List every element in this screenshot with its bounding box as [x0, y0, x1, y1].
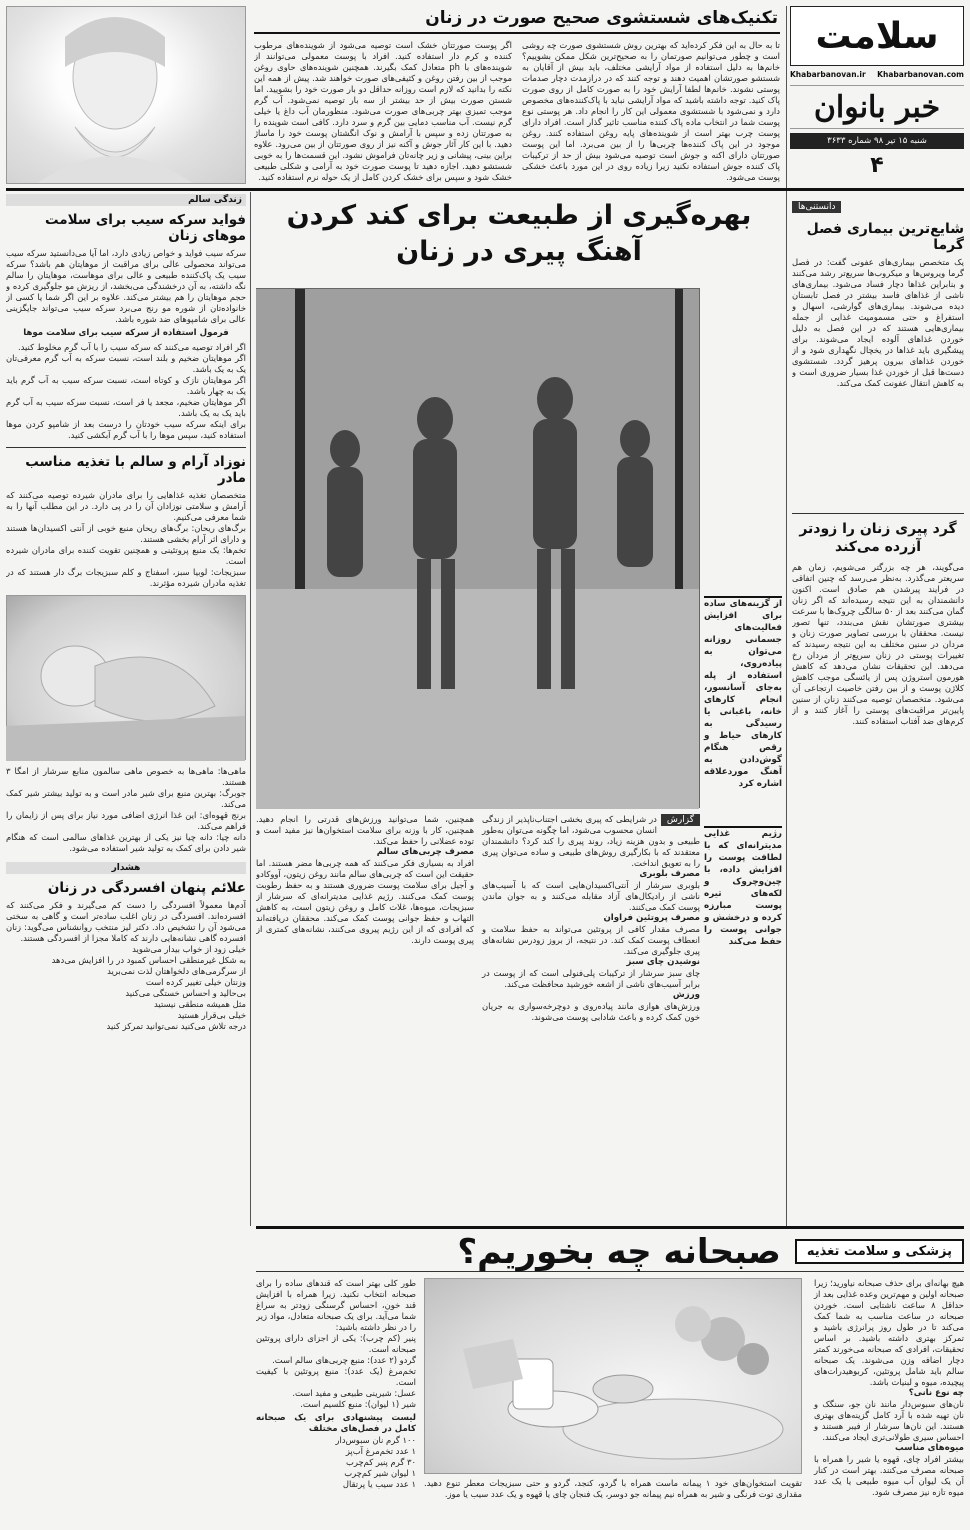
breakfast-tag: پزشکی و سلامت تغذیه [795, 1239, 964, 1264]
masthead [790, 6, 964, 190]
breakfast-para: نان‌های سبوس‌دار مانند نان جو، سنگک و نان تهیه شده با آرد کامل گزینه‌های بهتری هستند. این نان‌ها سرشار از فیبر هستند و احساس سیری طولانی‌تری ایجاد می‌کنند. [814, 1399, 964, 1442]
right-article-body: یک متخصص بیماری‌های عفونی گفت: در فصل گرما ویروس‌ها و میکروب‌ها سریع‌تر رشد می‌کنند و بنابراین غذاها دچار فساد می‌شود. بیماری‌های ناشی از غذاهای فاسد بیشتر در فصل تابستان دیده می‌شوند. بیماری‌های گوارشی، اسهال و استفراغ و حتی مسمومیت غذایی از جمله بیماری‌هایی هستند که در این فصل به دلیل خوردن غذاهای آلوده ایجاد می‌شوند. برای پیشگیری باید غذاها در یخچال نگهداری شود و از خوردن غذاهای بیرون پرهیز گردد. شستشوی دست‌ها قبل از خوردن غذا بسیار ضروری است و به کاهش انتقال عفونت کمک می‌کند. [792, 257, 964, 388]
right-article2-title: گرد پیری زنان را زودتر آزرده می‌کند [799, 521, 957, 555]
breakfast-para: طور کلی بهتر است که قندهای ساده را برای صبحانه انتخاب نکنید. زیرا همراه با افزایش قند خون، احساس گرسنگی زودتر به سراغ شما می‌آید. برای یک صبحانه متعادل، مواد زیر را در نظر داشته باشید: [256, 1278, 416, 1332]
left-column [6, 194, 246, 1524]
top-article-title: تکنیک‌های شستشوی صحیح صورت در زنان [254, 8, 780, 34]
pull-quote-2: رژیم غذایی مدیترانه‌ای که با لطافت پوست را افزایش داده، با چین‌وچروک و لکه‌های تیره پوست مبارزه کرده و درخشش و جوانی پوست را حفظ می‌کند [704, 829, 782, 947]
feature-para: مصرف مقدار کافی از پروتئین می‌تواند به حفظ سلامت و انعطاف پوست کمک کند. در نتیجه، از بروز زودرس نشانه‌های پیری جلوگیری می‌کند. [482, 924, 700, 956]
depression-body: آدم‌ها معمولاً افسردگی را دست کم می‌گیرند و فکر می‌کنند که افسرده‌اند. افسردگی در زنان اغلب ساده‌تر است و گاهی به سختی می‌شود آن را تشخیص داد. دکتر لیز منتخب روانشناس می‌گوید: زنان افسرده گاهی نشانه‌هایی دارند که کاملا مجزا از افسردگی هستند. [6, 900, 246, 943]
vinegar-item: اگر موهایتان نازک و کوتاه است، نسبت سرکه سیب به آب گرم باید یک به چهار باشد. [6, 375, 246, 396]
top-article-col2: اگر پوست صورتتان خشک است توصیه می‌شود از شوینده‌های مرطوب کننده و کرم دار استفاده کنید. افراد با پوست معمولی می‌توانند از شوینده‌های با ph متعادل کمک بگیرند. همچنین شوینده‌های حاوی روغن موجب از بین رفتن روغن و کثیفی‌های صورت خواهند شد. پیش از همه این نکته را بدانید که لازم است روزانه حداقل دو بار صورت خود را بشویید. اما شستن صورت بیش از حد بیشتر از سه بار توصیه نمی‌شود. آب گرم موجب تمیزی بهتر چربی‌های صورت می‌شود. منظورمان آب داغ یا خیلی گرم نیست. آب مناسب دمایی بین گرم و سرد دارد. کافی است شوینده را به صورتتان زده و سپس با آرامش و نوک انگشتان پوست خود را ماساژ دهید. با این کار آثار جوش و آکنه نیز از روی صورتتان از بین می‌رود. علاوه براین بینی، پیشانی و زیر چانه‌تان فراموش نشود. این قسمت‌ها را به خوبی شستشو دهید. اجازه دهید تا پوست صورت خود به آرامی و شکلی طبیعی خشک شود و سپس برای خشک کردن کامل از یک حوله نرم استفاده کنید. [254, 40, 513, 182]
pull-quote: از گزینه‌های ساده برای افزایش فعالیت‌های جسمانی روزانه می‌توان به پیاده‌روی، استفاده از پله به‌جای آسانسور، انجام کارهای خانه، باغبانی یا رسیدگی به کارهای حیاط و رقص هنگام گوش‌دادن به آهنگ موردعلاقه اشاره کرد [704, 599, 782, 789]
feature-title-line1: بهره‌گیری از طبیعت برای کند کردن [286, 200, 752, 231]
breakfast-subhead: میوه‌های مناسب [895, 1443, 964, 1453]
breakfast-subhead: چه نوع نانی؟ [908, 1388, 964, 1398]
vinegar-item: اگر موهایتان ضخیم و بلند است، نسبت سرکه به آب گرم معرفی‌تان یک به یک باشد. [6, 353, 246, 374]
vinegar-item: اگر موهایتان ضخیم، مجعد یا فر است، نسبت سرکه سیب به آب گرم باید یک به یک باشد. [6, 397, 246, 418]
breakfast-section [256, 1232, 964, 1524]
page-number: ۴ [870, 153, 884, 178]
breakfast-col-right [814, 1278, 964, 1498]
feature-text-columns [256, 814, 700, 1023]
vinegar-subtitle: فرمول استفاده از سرکه سیب برای سلامت موها [23, 328, 229, 338]
baby-item: برگ‌های ریحان: برگ‌های ریحان منبع خوبی از آنتی اکسیدان‌ها هستند و دارای اثر آرام بخشی هستند. [6, 523, 246, 544]
depression-item: مثل همیشه منطقی نیستید [154, 999, 246, 1009]
baby-body: متخصصان تغذیه غذاهایی را برای مادران شیرده توصیه می‌کنند که آرامش و سلامتی نوزادان آن را در پی دارد. در این مطلب آنها را به شما معرفی می‌کنیم. [6, 490, 246, 522]
breakfast-para: تقویت استخوان‌های خود ۱ پیمانه ماست همراه با گردو، کنجد، گردو و حتی سبزیجات معطر تنوع دهید. مقداری توت فرنگی و شیر به همراه نیم پیمانه جو دوسر، یک فنجان چای یا قهوه و یک عدد سیب یا موز. [424, 1478, 803, 1499]
women-walking-photo [256, 288, 700, 808]
depression-item: بی‌حالید و احساس خستگی می‌کنید [125, 988, 246, 998]
feature-article [256, 196, 782, 1226]
feature-para: همچنین، شما می‌توانید ورزش‌های قدرتی را انجام دهید. همچنین، کار با وزنه برای سلامت استخوان‌ها نیز مفید است و توده عضلانی را حفظ می‌کند. [256, 814, 474, 846]
right-article2-body: می‌گویند، هر چه بزرگتر می‌شویم، زمان هم سریعتر می‌گذرد. به‌نظر می‌رسد که چنین اتفاقی در فرایند پیرشدن هم صادق است. اکنون دانشمندان به این نتیجه رسیده‌اند که اگر زنان گمان می‌کنند بعد از ۵۰ سالگی چروک‌ها با سرعت بیشتری صورتشان نقش می‌بندد، تنها تصور نیست. محققان با بررسی تصاویر صورت زنان و مردان در سنین مختلف به این نتیجه رسیدند که تغییرات پوستی در زنان سریع‌تر از مردان رخ می‌دهد. این تحقیقات نشان می‌دهد که کاهش هورمون استروژن پس از یائسگی موجب کاهش کلاژن پوست و از بین رفتن خاصیت ارتجاعی آن می‌شود. متخصصان توصیه می‌کنند زنان از سنین پایین‌تر مراقبت‌های پوستی را آغاز کنند و از کرم‌های ضد آفتاب استفاده کنند. [792, 562, 964, 726]
sleeping-baby-illustration [6, 596, 245, 761]
feature-col-left [256, 814, 474, 1023]
vinegar-item: اگر افراد توصیه می‌کنند که سرکه سیب را با آب گرم مخلوط کنید. [17, 342, 246, 352]
breakfast-header [256, 1232, 964, 1272]
baby-item: ماهی‌ها: ماهی‌ها به خصوص ماهی سالمون منابع سرشار از امگا ۳ هستند. [6, 766, 246, 787]
depression-item: وزنتان خیلی تغییر کرده است [145, 977, 246, 987]
vinegar-title: فواید سرکه سیب برای سلامت موهای زنان [44, 212, 246, 244]
section-title: سلامت [815, 15, 939, 57]
depression-item: خیلی زود از خواب بیدار می‌شوید [132, 944, 246, 954]
breakfast-item: گردو (۲ عدد): منبع چربی‌های سالم است. [272, 1355, 416, 1365]
pull-quote-box-2 [704, 826, 782, 948]
right-article-title: شایع‌ترین بیماری فصل گرما [806, 221, 964, 253]
breakfast-list-item: ۱ عدد سیب یا پرتقال [342, 1479, 416, 1489]
breakfast-col-left [256, 1278, 416, 1490]
woman-face-illustration [6, 7, 245, 184]
breakfast-para: بیشتر افراد چای، قهوه یا شیر را همراه با صبحانه مصرف می‌کنند. بهتر است در کنار آن یک لیوان آب میوه طبیعی یا یک عدد میوه تازه نیز مصرف شود. [814, 1454, 964, 1497]
baby-item: تخم‌ها: یک منبع پروتئینی و همچنین تقویت کننده برای مادران شیرده است. [6, 545, 246, 566]
top-article-col1: تا به حال به این فکر کرده‌اید که بهترین روش شستشوی صورت چه روشی است و چطور می‌توانیم صورتمان را به صحیح‌ترین شکل ممکن بشوییم؟ خانم‌ها به دلیل استفاده از مواد آرایشی مختلف، باید بیش از آقایان به شستشو صورتشان اهمیت دهند و توجه کنند که در درازمدت دچار صدمات پوستی نشوند. خانم‌ها لطفا آرایش خود را به صورت کامل از روی صورت پاک کنید. توجه داشته باشید که مواد آرایشی نباید با پاک‌کننده‌های مخصوص دارد و نمی‌شود با شستشوی معمولی این کار را انجام داد. هر پوستی نوع پوست شما در انتخاب ماده پاک کننده مناسب تاثیر گذار است. افراد دارای پوست چرب بهتر است از شوینده‌های پایه روغن استفاده کنند. روغن موجود در این پاک کننده‌ها چربی‌ها را از بین می‌برد. اما این پوست صورتتان دارای اکنه و جوش است توصیه می‌شود بیش از حد از ترکیبات پاک کننده جوش استفاده نکنید زیرا زیاده روی در این مورد باعث خشکی پوست می‌شود. [522, 40, 780, 182]
depression-item: خیلی بی‌قرار هستید [177, 1010, 246, 1020]
feature-subhead: مصرف چربی‌های سالم [376, 847, 474, 857]
breakfast-table-illustration [423, 1279, 801, 1475]
depression-item: به شکل غیرمنطقی احساس کمبود در را افزایش می‌دهد [51, 955, 246, 965]
feature-para: در شرایطی که پیری بخشی اجتناب‌ناپذیر از زندگی انسان محسوب می‌شود، اما چگونه می‌توان به‌طور طبیعی و بدون هزینه زیاد، روند پیری را کند کرد؟ دانشمندان معتقدند که با بکارگیری روش‌های طبیعی و ساده می‌توان پیری را به تعویق انداخت. [482, 814, 700, 868]
baby-item: دانه چیا: دانه چیا نیز یکی از بهترین غذاهای سالمی است که هنگام شیر دادن برای کمک به تولید شیر استفاده می‌شود. [6, 832, 246, 853]
breakfast-list-item: ۱۰۰ گرم نان سبوس‌دار [335, 1435, 416, 1445]
feature-para: ورزش‌های هوازی مانند پیاده‌روی و دوچرخه‌سواری به جریان خون کمک کرده و باعث شادابی پوست می‌شوند. [482, 1001, 700, 1022]
vinegar-item: برای اینکه سرکه سیب خودتان را درست بعد از شامپو کردن موها استفاده کنید، سپس موها را با آب گرم آبکشی کنید. [6, 419, 246, 440]
breakfast-item: عسل: شیرینی طبیعی و مفید است. [292, 1388, 416, 1398]
feature-subhead: ورزش [672, 990, 700, 1000]
breakfast-item: تخم‌مرغ (یک عدد): منبع پروتئین با کیفیت است. [256, 1366, 416, 1387]
breakfast-item: پنیر (کم چرب): یکی از اجزای دارای پروتئین صبحانه است. [256, 1333, 416, 1354]
depression-item: درجه تلاش می‌کنید نمی‌توانید تمرکز کنید [106, 1021, 246, 1031]
left-kicker: زندگی سالم [6, 194, 246, 206]
breakfast-list-item: ۱ عدد تخم‌مرغ آب‌پز [345, 1446, 416, 1456]
breakfast-title: صبحانه چه بخوریم؟ [457, 1232, 781, 1272]
baby-photo [6, 595, 246, 760]
right-kicker: دانستنی‌ها [792, 201, 841, 213]
feature-col-right [482, 814, 700, 1023]
baby-title: نوزاد آرام و سالم با تغذیه مناسب مادر [25, 454, 246, 486]
baby-item: جوبرگ: بهترین منبع برای شیر مادر است و به تولید بیشتر شیر کمک می‌کند. [6, 788, 246, 809]
breakfast-col-bottom [424, 1478, 802, 1500]
website-url-1[interactable]: Khabarbanovan.ir [790, 70, 866, 79]
feature-para: افراد به بسیاری فکر می‌کنند که همه چربی‌ها مضر هستند. اما حقیقت این است که چربی‌های سالم مانند روغن زیتون، آووکادو و آجیل برای سلامت پوست ضروری هستند و به حفظ رطوبت پوست کمک می‌کنند. رژیم غذایی مدیترانه‌ای که سرشار از سبزیجات، میوه‌ها، غلات کامل و روغن زیتون است، به کاهش التهاب و حفظ جوانی پوست کمک می‌کند. محققان دریافته‌اند که افرادی که از این رژیم پیروی می‌کنند، نشانه‌های کمتری از پیری پوست دارند. [256, 858, 474, 945]
website-url-2[interactable]: Khabarbanovan.com [877, 70, 964, 79]
feature-para: بلوبری سرشار از آنتی‌اکسیدان‌هایی است که با آسیب‌های ناشی از رادیکال‌های آزاد مقابله می‌کنند و به جوان ماندن پوست کمک می‌کنند. [482, 880, 700, 912]
breakfast-item: شیر (۱ لیوان): منبع کلسیم است. [300, 1399, 416, 1409]
walking-women-illustration [256, 289, 699, 809]
face-washing-photo [6, 6, 246, 184]
issue-line: شنبه ۱۵ تیر ۹۸ شماره ۳۶۳۳ [790, 133, 964, 149]
depression-item: از سرگرمی‌های دلخواهتان لذت نمی‌برید [107, 966, 246, 976]
breakfast-para: هیچ بهانه‌ای برای حذف صبحانه نیاورید؛ زیرا صبحانه اولین و مهم‌ترین وعده غذایی بعد از حداقل ۸ ساعت ناشتایی است. خوردن صبحانه در ساعت مناسب به شما کمک می‌کند تا در طول روز پرانرژی باشید و تمرکز بهتری داشته باشید. بر اساس تحقیقات، افرادی که صبحانه می‌خورند کمتر دچار اضافه وزن می‌شوند. یک صبحانه سالم باید شامل پروتئین، کربوهیدرات‌های پیچیده، میوه و لبنیات باشد. [814, 1278, 964, 1387]
feature-kicker: گزارش [661, 814, 700, 826]
feature-subhead: مصرف بلوبری [639, 869, 700, 879]
breakfast-photo [424, 1278, 802, 1474]
breakfast-list-item: ۱ لیوان شیر کم‌چرب [344, 1468, 416, 1478]
pull-quote-box [704, 596, 782, 790]
baby-item: برنج قهوه‌ای: این غذا انرژی اضافی مورد نیاز برای پس از زایمان را فراهم می‌کند. [6, 810, 246, 831]
feature-subhead: مصرف پروتئین فراوان [603, 913, 700, 923]
breakfast-list-head: لیست پیشنهادی برای یک صبحانه کامل در فصل‌های مختلف [256, 1413, 416, 1434]
feature-title-line2: آهنگ پیری در زنان [396, 236, 642, 267]
feature-para: چای سبز سرشار از ترکیبات پلی‌فنولی است که از پوست در برابر آسیب‌های ناشی از اشعه خورشید محافظت می‌کند. [482, 968, 700, 989]
depression-title: علائم پنهان افسردگی در زنان [47, 880, 246, 896]
feature-subhead: نوشیدن چای سبز [626, 957, 700, 967]
top-article [254, 8, 780, 184]
logo-text: خبر بانوان [813, 89, 941, 125]
vinegar-body: سرکه سیب فواید و خواص زیادی دارد، اما آیا می‌دانستید سرکه سیب می‌تواند محصولی عالی برای مراقبت از موهایتان هم باشد؟ سرکه سیب یک پاک‌کننده طبیعی و عالی برای موهاست، موهایتان را سالم نگه داشته، به آن درخشندگی می‌بخشد، از ریزش مو جلوگیری کرده و حجم موهایتان را هم بیشتر می‌کند. علاوه بر این اگر شما یا کسی از خانواده‌تان از شوره مو رنج می‌برد سرکه سیب می‌تواند جایگزینی عالی برای شامپوهای ضد شوره باشد. [6, 248, 246, 324]
breakfast-list-item: ۳۰ گرم پنیر کم‌چرب [345, 1457, 416, 1467]
baby-item: سبزیجات: لوبیا سبز، اسفناج و کلم سبزیجات برگ دار هستند که در تغذیه مادران شیرده مؤثرند. [6, 567, 246, 588]
right-column [792, 194, 964, 1224]
left-kicker-2: هشدار [6, 862, 246, 874]
logo [790, 85, 964, 129]
